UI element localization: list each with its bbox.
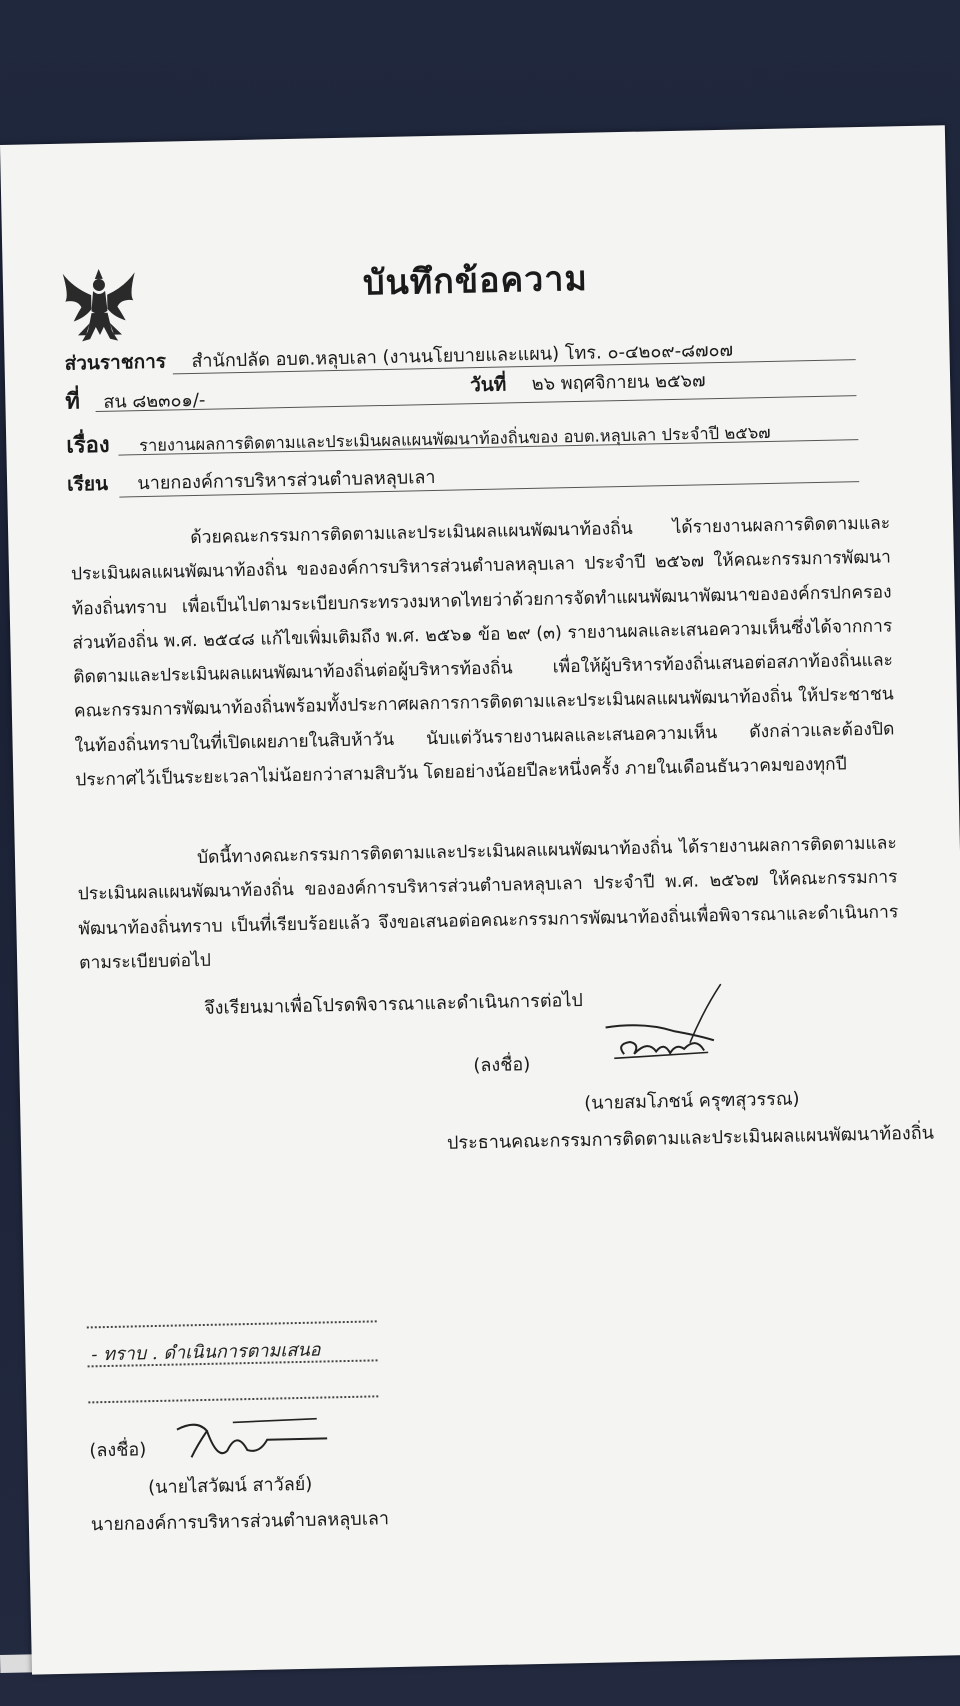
agency-value: สำนักปลัด อบต.หลุบเลา (งานนโยบายและแผน) โทร. ๐-๔๒๐๙-๘๗๐๗ <box>191 339 734 373</box>
closing-text: จึงเรียนมาเพื่อโปรดพิจารณาและดำเนินการต่อไป <box>203 989 584 1019</box>
dotted-line-3 <box>88 1395 378 1403</box>
body-paragraph-2: บัดนี้ทางคณะกรรมการติดตามและประเมินผลแผนพัฒนาท้องถิ่น ได้รายงานผลการติดตามและประเมินผลแผนพัฒนาท้องถิ่น ขององค์การบริหารส่วนตำบลหลุบเลา ประจำปี พ.ศ. ๒๕๖๗ ให้คณะกรรมการพัฒนาท้องถิ่นทราบ เป็นที่เรียบร้อยแล้ว จึงขอเสนอต่อคณะกรรมการพัฒนาท้องถิ่นเพื่อพิจารณาและดำเนินการตามระเบียบต่อไป <box>77 833 899 974</box>
handwritten-note: - ทราบ . ดำเนินการตามเสนอ <box>91 1339 321 1366</box>
memo-title: บันทึกข้อความ <box>362 258 589 304</box>
ref-label: ที่ <box>65 389 81 415</box>
signature1-handwriting <box>603 980 735 1083</box>
dotted-line-1 <box>87 1320 377 1328</box>
subject-row <box>66 413 771 463</box>
signature2-label: (ลงชื่อ) <box>89 1439 147 1462</box>
body-paragraph-1: ด้วยคณะกรรมการติดตามและประเมินผลแผนพัฒนาท้องถิ่น ได้รายงานผลการติดตามและประเมินผลแผนพัฒนาท้องถิ่น ขององค์การบริหารส่วนตำบลหลุบเลา ประจำปี ๒๕๖๗ ให้คณะกรรมการพัฒนาท้องถิ่นทราบ เพื่อเป็นไปตามระเบียบกระทรวงมหาดไทยว่าด้วยการจัดทำแผนพัฒนาพัฒนาขององค์กรปกครองส่วนท้องถิ่น พ.ศ. ๒๕๔๘ แก้ไขเพิ่มเติมถึง พ.ศ. ๒๕๖๑ ข้อ ๒๙ (๓) รายงานผลและเสนอความเห็นซึ่งได้จากการติดตามและประเมินผลแผนพัฒนาท้องถิ่นต่อผู้บริหารท้องถิ่น เพื่อให้ผู้บริหารท้องถิ่นเสนอต่อสภาท้องถิ่นและคณะกรรมการพัฒนาท้องถิ่นพร้อมทั้งประกาศผลการการติดตามและประเมินผลแผนพัฒนาท้องถิ่น ให้ประชาชนในท้องถิ่นทราบในที่เปิดเผยภายในสิบห้าวัน นับแต่วันรายงานผลและเสนอความเห็น ดังกล่าวและต้องปิดประกาศไว้เป็นระยะเวลาไม่น้อยกว่าสามสิบวัน โดยอย่างน้อยปีละหนึ่งครั้ง ภายในเดือนธันวาคมของทุกปี <box>70 513 895 791</box>
garuda-emblem-icon <box>59 264 141 348</box>
ref-value: สน ๘๒๓๐๑/- <box>103 389 206 413</box>
agency-label: ส่วนราชการ <box>64 350 167 375</box>
to-value: นายกองค์การบริหารส่วนตำบลหลุบเลา <box>137 466 436 495</box>
date-value: ๒๖ พฤศจิกายน ๒๕๖๗ <box>531 370 706 395</box>
signature2-name: (นายไสวัฒน์ สาวัลย์) <box>147 1473 313 1499</box>
date-row <box>470 365 706 400</box>
date-label: วันที่ <box>469 373 507 397</box>
signature1-label: (ลงชื่อ) <box>473 1054 531 1077</box>
ref-row <box>65 381 206 419</box>
memo-page <box>0 125 960 1674</box>
signature1-position: ประธานคณะกรรมการติดตามและประเมินผลแผนพัฒนาท้องถิ่น <box>446 1122 935 1154</box>
subject-label: เรื่อง <box>66 432 110 459</box>
to-label: เรียน <box>66 472 109 496</box>
signature2-handwriting <box>167 1408 338 1472</box>
signature2-position: นายกองค์การบริหารส่วนตำบลหลุบเลา <box>90 1508 390 1536</box>
signature1-name: (นายสมโภชน์ ครุฑสุวรรณ) <box>583 1088 800 1114</box>
subject-value: รายงานผลการติดตามและประเมินผลแผนพัฒนาท้องถิ่นของ อบต.หลุบเลา ประจำปี ๒๕๖๗ <box>138 422 771 456</box>
